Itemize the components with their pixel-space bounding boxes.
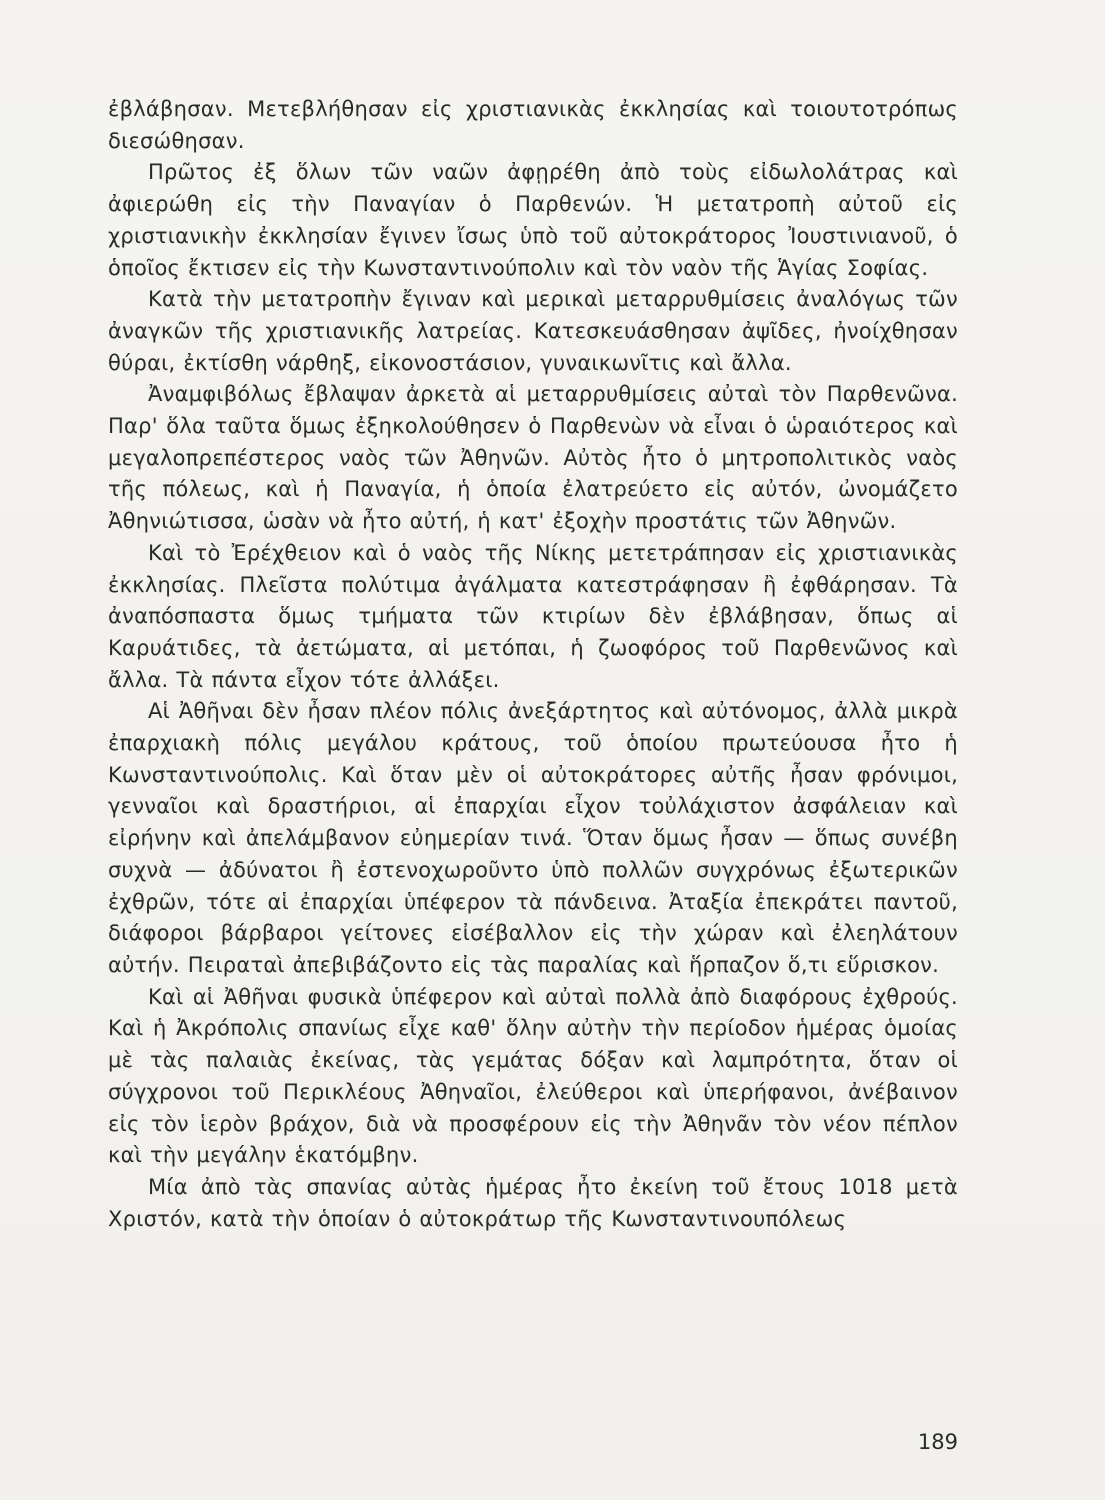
paragraph-5: Καὶ τὸ Ἐρέχθειον καὶ ὁ ναὸς τῆς Νίκης μετετράπησαν εἰς χριστιανικὰς ἐκκλησίας. Πλεῖστα πολύτιμα ἀγάλματα κατεστράφησαν ἢ ἐφθάρησαν. Τὰ ἀναπόσπαστα ὅμως τμήματα τῶν κτιρίων δὲν ἐβλάβησαν, ὅπως αἱ Καρυάτιδες, τὰ ἀετώματα, αἱ μετόπαι, ἡ ζωοφόρος τοῦ Παρθενῶνος καὶ ἄλλα. Τὰ πάντα εἶχον τότε ἀλλάξει. (108, 540, 958, 692)
paragraph-3: Κατὰ τὴν μετατροπὴν ἔγιναν καὶ μερικαὶ μεταρρυθμίσεις ἀναλόγως τῶν ἀναγκῶν τῆς χριστιανικῆς λατρείας. Κατεσκευάσθησαν ἀψῖδες, ἠνοίχθησαν θύραι, ἐκτίσθη νάρθηξ, εἰκονοστάσιον, γυναικωνῖτις καὶ ἄλλα. (108, 287, 958, 375)
paragraph-2: Πρῶτος ἐξ ὅλων τῶν ναῶν ἀφῃρέθη ἀπὸ τοὺς εἰδωλολάτρας καὶ ἀφιερώθη εἰς τὴν Παναγίαν ὁ Παρθενών. Ἡ μετατροπὴ αὐτοῦ εἰς χριστιανικὴν ἐκκλησίαν ἔγινεν ἴσως ὑπὸ τοῦ αὐτοκράτορος Ἰουστινιανοῦ, ὁ ὁποῖος ἔκτισεν εἰς τὴν Κωνσταντινούπολιν καὶ τὸν ναὸν τῆς Ἁγίας Σοφίας. (108, 160, 958, 280)
paragraph-6: Αἱ Ἀθῆναι δὲν ἦσαν πλέον πόλις ἀνεξάρτητος καὶ αὐτόνομος, ἀλλὰ μικρὰ ἐπαρχιακὴ πόλις μεγάλου κράτους, τοῦ ὁποίου πρωτεύουσα ἦτο ἡ Κωνσταντινούπολις. Καὶ ὅταν μὲν οἱ αὐτοκράτορες αὐτῆς ἦσαν φρόνιμοι, γενναῖοι καὶ δραστήριοι, αἱ ἐπαρχίαι εἶχον τοὐλάχιστον ἀσφάλειαν καὶ εἰρήνην καὶ ἀπελάμβανον εὐημερίαν τινά. Ὅταν ὅμως ἦσαν — ὅπως συνέβη συχνὰ — ἀδύνατοι ἢ ἐστενοχωροῦντο ὑπὸ πολλῶν συγχρόνως ἐξωτερικῶν ἐχθρῶν, τότε αἱ ἐπαρχίαι ὑπέφερον τὰ πάνδεινα. Ἀταξία ἐπεκράτει παντοῦ, διάφοροι βάρβαροι γείτονες εἰσέβαλλον εἰς τὴν χώραν καὶ ἐλεηλάτουν αὐτήν. Πειραταὶ ἀπεβιβάζοντο εἰς τὰς παραλίας καὶ ἥρπαζον ὅ,τι εὕρισκον. (108, 699, 958, 977)
paragraph-8: Μία ἀπὸ τὰς σπανίας αὐτὰς ἡμέρας ἦτο ἐκείνη τοῦ ἔτους 1018 μετὰ Χριστόν, κατὰ τὴν ὁποίαν ὁ αὐτοκράτωρ τῆς Κωνσταντινουπόλεως (108, 1174, 958, 1231)
paragraph-7: Καὶ αἱ Ἀθῆναι φυσικὰ ὑπέφερον καὶ αὐταὶ πολλὰ ἀπὸ διαφόρους ἐχθρούς. Καὶ ἡ Ἀκρόπολις σπανίως εἶχε καθ' ὅλην αὐτὴν τὴν περίοδον ἡμέρας ὁμοίας μὲ τὰς παλαιὰς ἐκείνας, τὰς γεμάτας δόξαν καὶ λαμπρότητα, ὅταν οἱ σύγχρονοι τοῦ Περικλέους Ἀθηναῖοι, ἐλεύθεροι καὶ ὑπερήφανοι, ἀνέβαινον εἰς τὸν ἱερὸν βράχον, διὰ νὰ προσφέρουν εἰς τὴν Ἀθηνᾶν τὸν νέον πέπλον καὶ τὴν μεγάλην ἑκατόμβην. (108, 984, 958, 1168)
body-text (108, 94, 958, 1235)
page-number: 189 (917, 1430, 958, 1454)
paragraph-1: ἐβλάβησαν. Μετεβλήθησαν εἰς χριστιανικὰς ἐκκλησίας καὶ τοιουτοτρόπως διεσώθησαν. (108, 97, 958, 153)
paragraph-4: Ἀναμφιβόλως ἔβλαψαν ἀρκετὰ αἱ μεταρρυθμίσεις αὐταὶ τὸν Παρθενῶνα. Παρ' ὅλα ταῦτα ὅμως ἐξηκολούθησεν ὁ Παρθενὼν νὰ εἶναι ὁ ὡραιότερος καὶ μεγαλοπρεπέστερος ναὸς τῶν Ἀθηνῶν. Αὐτὸς ἦτο ὁ μητροπολιτικὸς ναὸς τῆς πόλεως, καὶ ἡ Παναγία, ἡ ὁποία ἐλατρεύετο εἰς αὐτόν, ὠνομάζετο Ἀθηνιώτισσα, ὡσὰν νὰ ἦτο αὐτή, ἡ κατ' ἐξοχὴν προστάτις τῶν Ἀθηνῶν. (108, 382, 958, 534)
